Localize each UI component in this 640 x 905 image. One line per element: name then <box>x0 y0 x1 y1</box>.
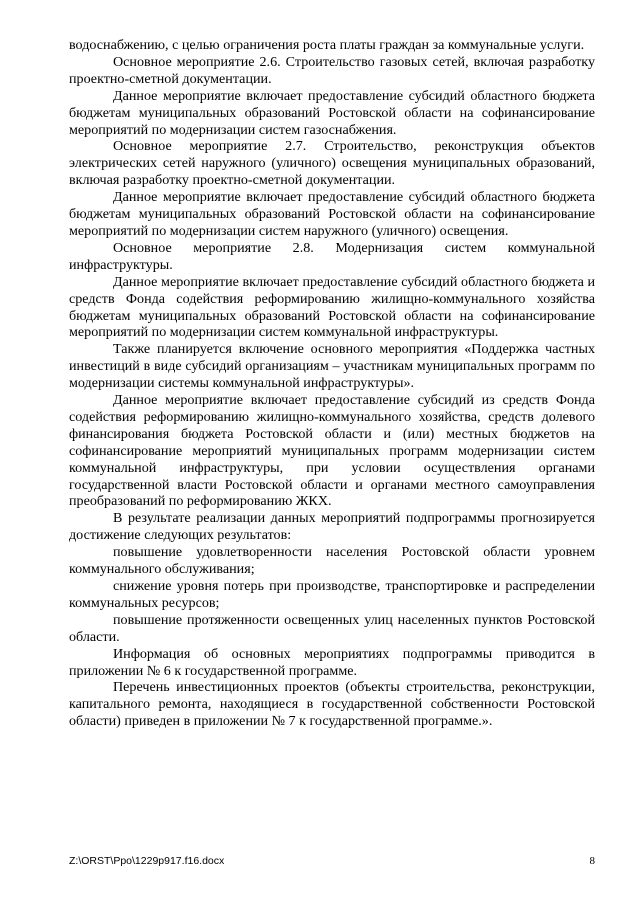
paragraph-appendix-6: Информация об основных мероприятиях подпрограммы приводится в приложении № 6 к государственной программе. <box>69 645 595 679</box>
paragraph-result-lighting: повышение протяженности освещенных улиц населенных пунктов Ростовской области. <box>69 611 595 645</box>
file-path: Z:\ORST\Ppo\1229p917.f16.docx <box>69 855 225 867</box>
paragraph-results-intro: В результате реализации данных мероприятий подпрограммы прогнозируется достижение следующих результатов: <box>69 510 595 544</box>
paragraph-measure-2-6: Основное мероприятие 2.6. Строительство газовых сетей, включая разработку проектно-сметной документации. <box>69 53 595 87</box>
paragraph-result-satisfaction: повышение удовлетворенности населения Ростовской области уровнем коммунального обслуживания; <box>69 544 595 578</box>
paragraph-measure-2-8: Основное мероприятие 2.8. Модернизация систем коммунальной инфраструктуры. <box>69 239 595 273</box>
paragraph-continuation: водоснабжению, с целью ограничения роста платы граждан за коммунальные услуги. <box>69 37 585 53</box>
paragraph-private-investment: Также планируется включение основного мероприятия «Поддержка частных инвестиций в виде субсидий организациям – участникам муниципальных программ по модернизации системы коммунальной инфраструктуры». <box>69 341 595 392</box>
paragraph-measure-2-7: Основное мероприятие 2.7. Строительство, реконструкция объектов электрических сетей наружного (уличного) освещения муниципальных образований, включая разработку проектно-сметной документации. <box>69 138 595 189</box>
paragraph-private-investment-description: Данное мероприятие включает предоставление субсидий из средств Фонда содействия реформированию жилищно-коммунального хозяйства, средств долевого финансирования бюджета Ростовской области и (или) местных бюджетов на софинансирование мероприятий муниципальных программ модернизации систем коммунальной инфраструктуры, при условии осуществления органами государственной власти Ростовской области и органами местного самоуправления преобразований по реформированию ЖКХ. <box>69 392 595 510</box>
paragraph-appendix-7: Перечень инвестиционных проектов (объекты строительства, реконструкции, капитального ремонта, находящиеся в государственной собственности Ростовской области) приведен в приложении № 7 к государственной программе.». <box>69 679 595 730</box>
paragraph-measure-2-6-description: Данное мероприятие включает предоставление субсидий областного бюджета бюджетам муниципальных образований Ростовской области на софинансирование мероприятий по модернизации систем газоснабжения. <box>69 87 595 138</box>
page-number: 8 <box>589 855 595 867</box>
document-body <box>69 37 595 730</box>
paragraph-measure-2-7-description: Данное мероприятие включает предоставление субсидий областного бюджета бюджетам муниципальных образований Ростовской области на софинансирование мероприятий по модернизации систем наружного (уличного) освещения. <box>69 189 595 239</box>
paragraph-result-losses: снижение уровня потерь при производстве, транспортировке и распределении коммунальных ресурсов; <box>69 578 595 611</box>
paragraph-measure-2-8-description: Данное мероприятие включает предоставление субсидий областного бюджета и средств Фонда содействия реформированию жилищно-коммунального хозяйства бюджетам муниципальных образований Ростовской области на софинансирование мероприятий по модернизации систем коммунальной инфраструктуры. <box>69 273 595 341</box>
